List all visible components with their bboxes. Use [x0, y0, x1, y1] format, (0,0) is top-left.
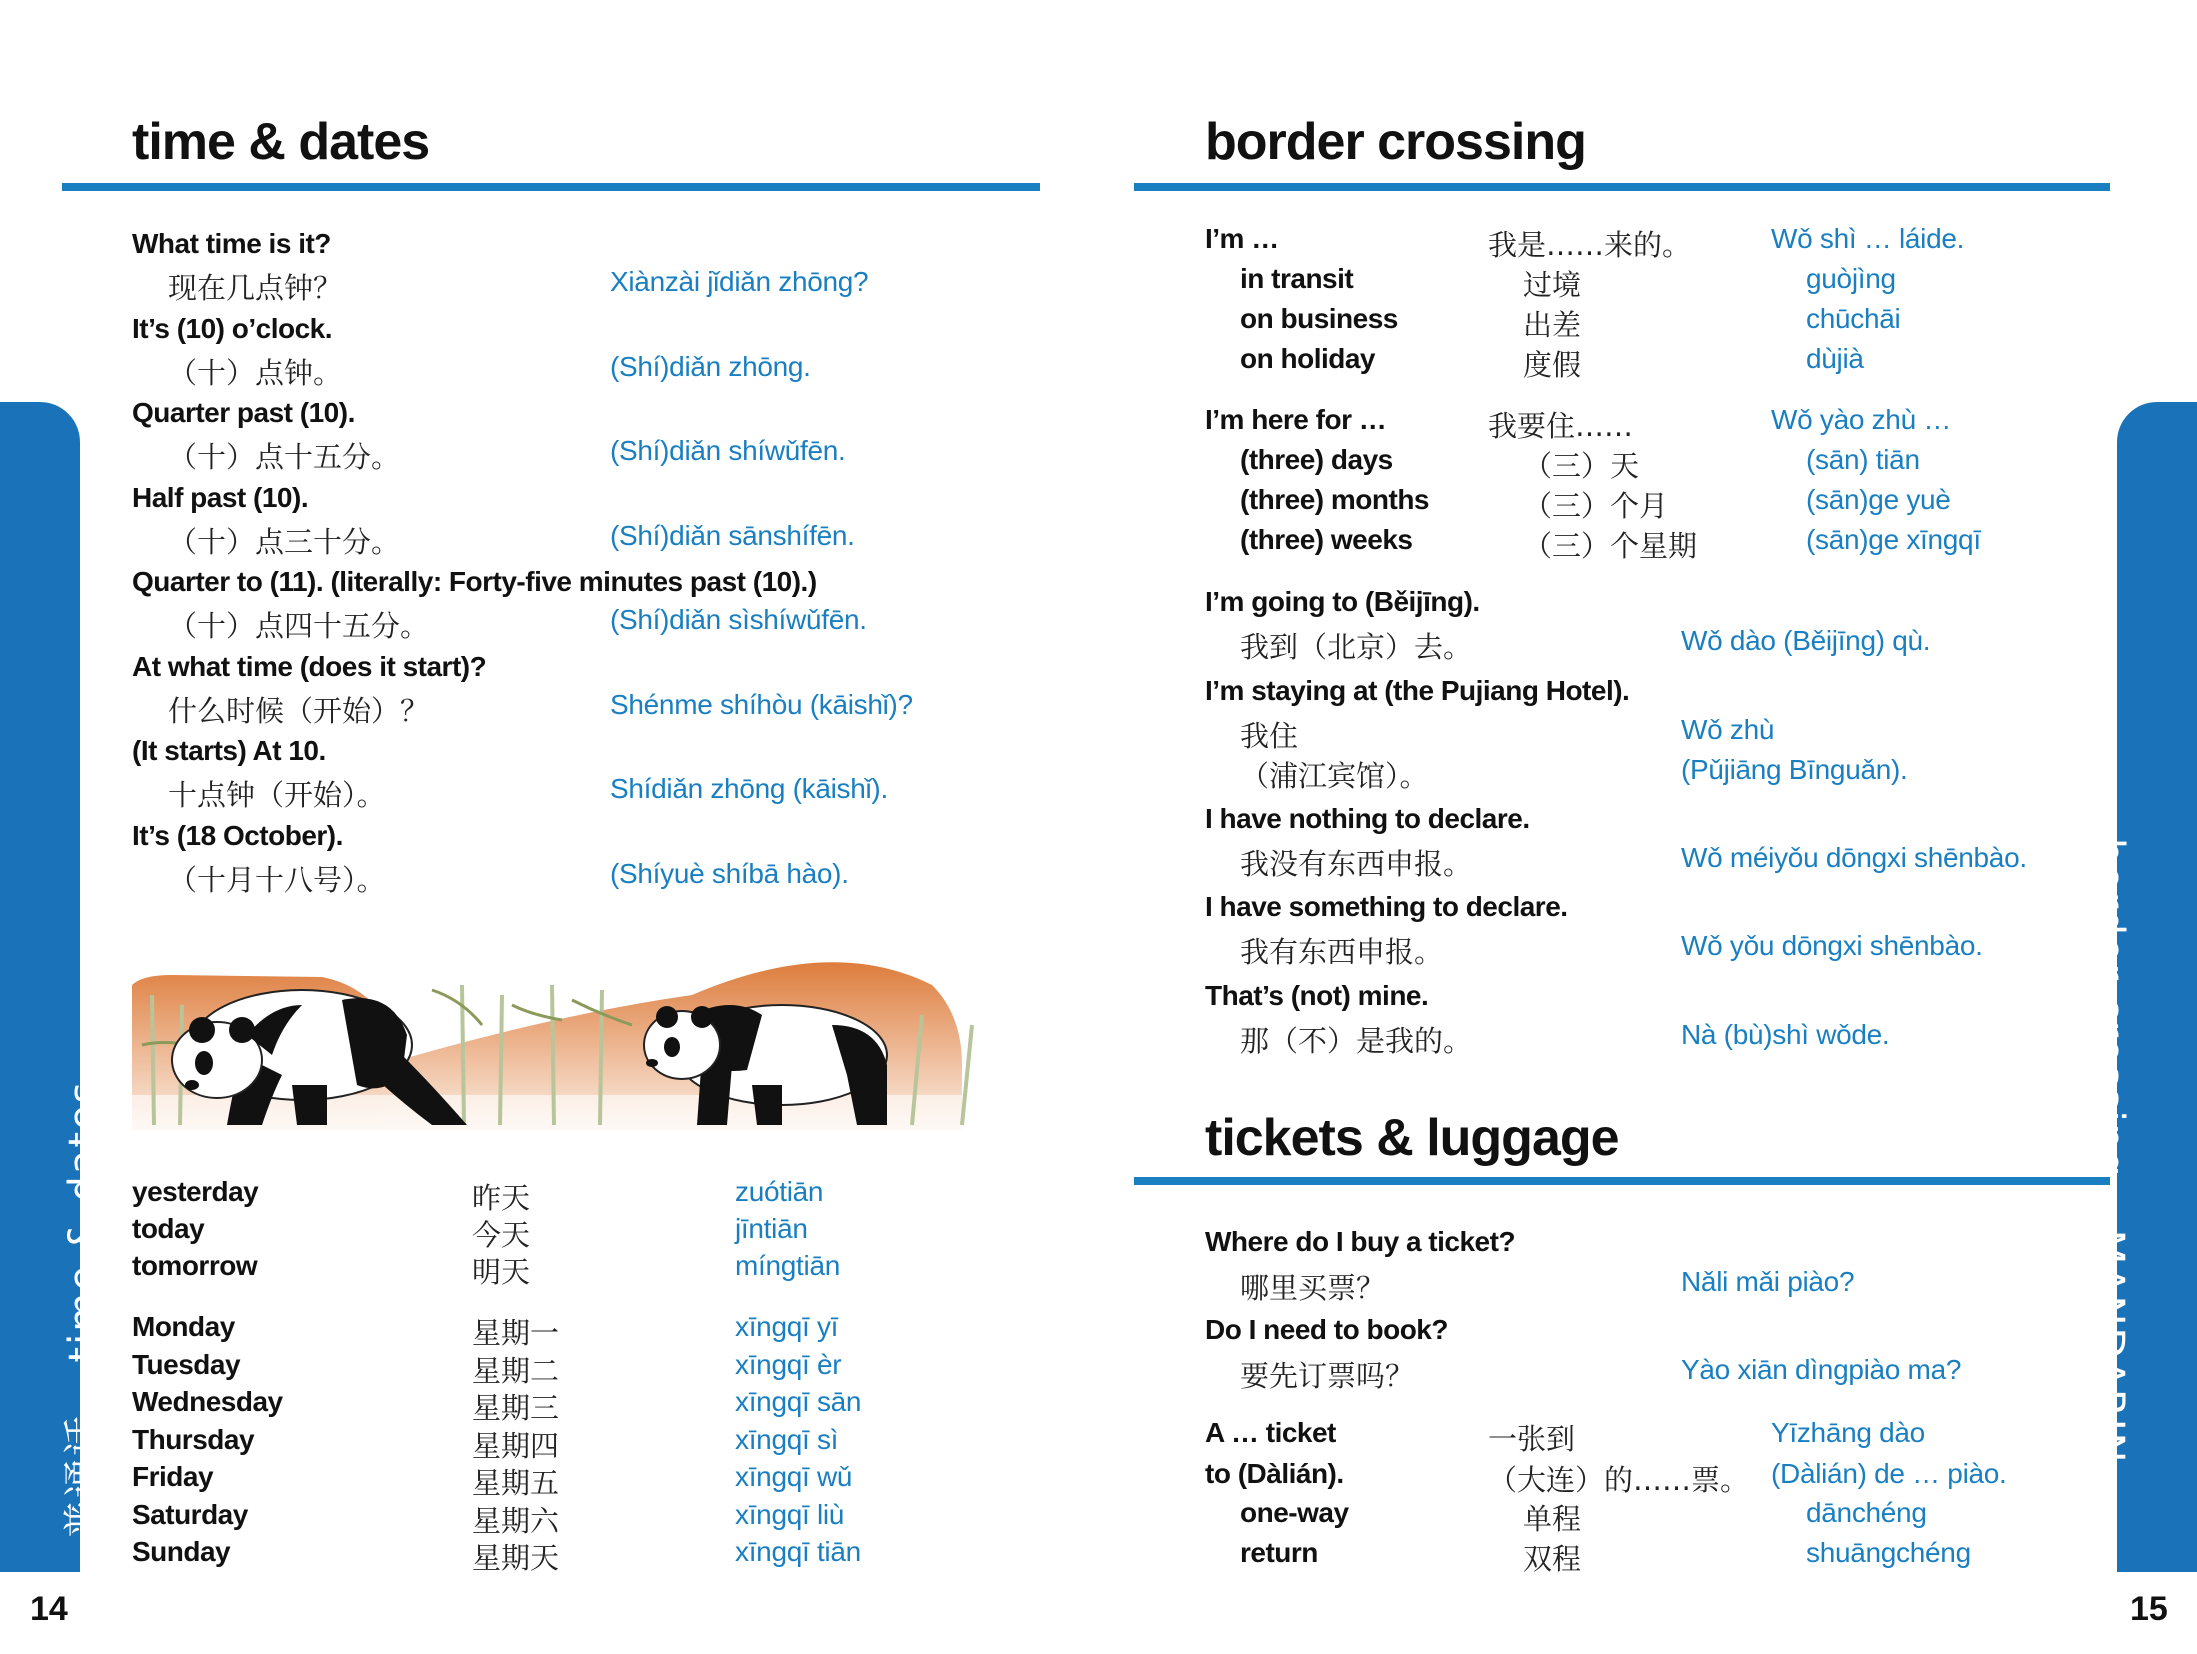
- day-english: Friday: [132, 1461, 214, 1492]
- phrase-english: I have something to declare.: [1205, 891, 1568, 922]
- page-title-border-crossing: border crossing: [1205, 113, 1586, 171]
- group-head-chinese: 一张到: [1488, 1422, 1576, 1456]
- day-english: Wednesday: [132, 1386, 283, 1417]
- phrase-pinyin: (Shí)diǎn sìshíwǔfēn.: [610, 604, 867, 635]
- day-pinyin: xīngqī liù: [735, 1498, 845, 1530]
- day-chinese: 星期三: [472, 1391, 560, 1425]
- phrase-chinese: 我有东西申报。: [1240, 935, 1444, 969]
- day-english: Thursday: [132, 1423, 255, 1455]
- phrase-pinyin: Nǎli mǎi piào?: [1681, 1266, 1855, 1297]
- group-item-english: return: [1240, 1537, 1318, 1568]
- group-item-pinyin: (sān)ge yuè: [1806, 484, 1951, 515]
- phrase-english: What time is it?: [132, 228, 331, 259]
- phrase-english: I’m going to (Běijīng).: [1205, 586, 1480, 617]
- day-pinyin: xīngqī èr: [735, 1348, 842, 1380]
- group-head-pinyin: (Dàlián) de … piào.: [1771, 1458, 2007, 1489]
- phrase-pinyin: (Shíyuè shíbā hào).: [610, 857, 849, 889]
- group-item-english: on business: [1240, 303, 1398, 334]
- day-chinese: 明天: [472, 1255, 531, 1289]
- group-item-chinese: （三）个月: [1523, 489, 1669, 523]
- phrase-chinese: 那（不）是我的。: [1240, 1024, 1473, 1058]
- group-head-pinyin: Yīzhāng dào: [1771, 1417, 1925, 1448]
- day-chinese: 星期五: [472, 1466, 560, 1500]
- group-item-english: in transit: [1240, 263, 1354, 294]
- group-item-pinyin: guòjìng: [1806, 263, 1896, 294]
- phrase-english: It’s (10) o’clock.: [132, 312, 333, 344]
- phrase-english: Quarter to (11). (literally: Forty-five minutes past (10).): [132, 566, 817, 597]
- page-title-tickets-luggage: tickets & luggage: [1205, 1109, 1619, 1167]
- phrase-chinese: （十）点四十五分。: [168, 609, 430, 643]
- group-item-english: (three) months: [1240, 484, 1429, 515]
- day-english: Tuesday: [132, 1348, 241, 1380]
- title-rule: [1134, 183, 2110, 191]
- day-pinyin: míngtiān: [735, 1250, 840, 1281]
- phrase-pinyin: Shídiǎn zhōng (kāishǐ).: [610, 773, 888, 804]
- phrase-pinyin: (Shí)diǎn zhōng.: [610, 350, 811, 382]
- day-chinese: 星期二: [472, 1353, 560, 1388]
- title-rule: [62, 183, 1040, 191]
- phrase-chinese: 我到（北京）去。: [1240, 630, 1473, 664]
- day-chinese: 星期四: [472, 1428, 560, 1463]
- group-item-chinese: 单程: [1523, 1502, 1582, 1536]
- day-chinese: 星期一: [472, 1316, 560, 1350]
- phrase-english: (It starts) At 10.: [132, 735, 326, 766]
- phrase-pinyin: Wǒ dào (Běijīng) qù.: [1681, 625, 1931, 656]
- group-item-chinese: （三）天: [1523, 449, 1640, 483]
- phrase-pinyin: (Shí)diǎn shíwǔfēn.: [610, 435, 846, 466]
- day-pinyin: xīngqī sān: [735, 1386, 862, 1417]
- group-item-pinyin: (sān) tiān: [1806, 444, 1920, 475]
- group-head-chinese: 我要住……: [1488, 409, 1634, 443]
- group-head-english: I’m here for …: [1205, 404, 1387, 435]
- group-item-english: one-way: [1240, 1497, 1349, 1528]
- group-head-english: to (Dàlián).: [1205, 1458, 1344, 1489]
- phrase-english: Where do I buy a ticket?: [1205, 1226, 1516, 1257]
- phrase-chinese: 要先订票吗？: [1240, 1359, 1415, 1393]
- phrase-pinyin: (Pǔjiāng Bīnguǎn).: [1681, 754, 1908, 785]
- phrase-pinyin: (Shí)diǎn sānshífēn.: [610, 519, 855, 551]
- phrase-pinyin: Yào xiān dìngpiào ma?: [1681, 1354, 1962, 1385]
- phrase-pinyin: Wǒ zhù: [1681, 714, 1775, 745]
- day-pinyin: xīngqī sì: [735, 1423, 839, 1455]
- phrase-english: Half past (10).: [132, 481, 309, 513]
- phrase-pinyin: Shénme shíhòu (kāishǐ)?: [610, 688, 913, 720]
- group-head-chinese: （大连）的……票。: [1488, 1463, 1750, 1497]
- phrase-english: It’s (18 October).: [132, 819, 343, 851]
- phrase-pinyin: Nà (bù)shì wǒde.: [1681, 1019, 1890, 1050]
- side-tab-right-label: border crossing – MANDARIN: [2086, 838, 2132, 1465]
- day-chinese: 星期天: [472, 1541, 560, 1575]
- group-item-english: (three) weeks: [1240, 524, 1413, 555]
- day-pinyin: zuótiān: [735, 1176, 824, 1207]
- day-pinyin: xīngqī tiān: [735, 1536, 861, 1567]
- phrase-english: Do I need to book?: [1205, 1314, 1448, 1345]
- day-pinyin: xīngqī wǔ: [735, 1461, 853, 1492]
- phrase-chinese: 十点钟（开始）。: [168, 778, 386, 812]
- side-tab-left-label: 普通话 – time & dates: [61, 1080, 107, 1540]
- phrase-english: At what time (does it start)?: [132, 650, 487, 682]
- phrase-english: Quarter past (10).: [132, 397, 355, 428]
- phrase-english: I have nothing to declare.: [1205, 803, 1530, 834]
- page-number-right: 15: [2130, 1590, 2168, 1628]
- phrase-chinese: 什么时候（开始）？: [168, 693, 430, 728]
- page-title-time-dates: time & dates: [132, 113, 430, 171]
- phrase-chinese: （十）点十五分。: [168, 440, 401, 474]
- group-item-chinese: （三）个星期: [1523, 529, 1698, 563]
- phrase-pinyin: Wǒ yǒu dōngxi shēnbào.: [1681, 930, 1983, 961]
- phrase-chinese: 现在几点钟？: [168, 271, 343, 305]
- day-chinese: 星期六: [472, 1503, 560, 1538]
- phrase-chinese: 我没有东西申报。: [1240, 847, 1473, 881]
- phrase-chinese: 我住: [1240, 719, 1299, 753]
- title-rule: [1134, 1177, 2110, 1185]
- group-item-chinese: 双程: [1523, 1542, 1582, 1576]
- day-english: yesterday: [132, 1176, 259, 1207]
- group-item-english: on holiday: [1240, 343, 1375, 374]
- phrase-chinese: （十）点钟。: [168, 355, 343, 390]
- group-head-english: I’m …: [1205, 223, 1279, 254]
- day-chinese: 昨天: [472, 1181, 531, 1215]
- day-english: Monday: [132, 1311, 235, 1342]
- group-head-chinese: 我是……来的。: [1488, 228, 1692, 262]
- day-english: today: [132, 1213, 205, 1244]
- phrase-chinese: （十月十八号）。: [168, 862, 386, 897]
- phrase-chinese: 哪里买票？: [1240, 1271, 1386, 1305]
- day-english: tomorrow: [132, 1250, 258, 1281]
- group-item-pinyin: shuāngchéng: [1806, 1537, 1971, 1568]
- day-english: Sunday: [132, 1536, 231, 1567]
- phrase-english: I’m staying at (the Pujiang Hotel).: [1205, 675, 1630, 706]
- group-item-pinyin: dānchéng: [1806, 1497, 1927, 1528]
- phrase-chinese: （十）点三十分。: [168, 524, 401, 559]
- group-item-pinyin: chūchāi: [1806, 303, 1901, 334]
- phrase-chinese: （浦江宾馆）。: [1240, 759, 1429, 793]
- day-chinese: 今天: [472, 1218, 531, 1252]
- group-head-pinyin: Wǒ yào zhù …: [1771, 404, 1952, 435]
- group-item-pinyin: dùjià: [1806, 343, 1864, 374]
- phrase-english: That’s (not) mine.: [1205, 980, 1429, 1011]
- phrase-pinyin: Wǒ méiyǒu dōngxi shēnbào.: [1681, 842, 2027, 873]
- day-pinyin: xīngqī yī: [735, 1311, 839, 1342]
- day-english: Saturday: [132, 1498, 248, 1530]
- group-item-chinese: 出差: [1523, 308, 1582, 342]
- panda-illustration: [132, 945, 1004, 1130]
- group-head-english: A … ticket: [1205, 1417, 1336, 1448]
- group-item-chinese: 过境: [1523, 268, 1582, 302]
- group-item-english: (three) days: [1240, 444, 1393, 475]
- phrase-pinyin: Xiànzài jǐdiǎn zhōng?: [610, 266, 869, 297]
- group-item-chinese: 度假: [1523, 348, 1582, 382]
- day-pinyin: jīntiān: [735, 1213, 808, 1244]
- group-head-pinyin: Wǒ shì … láide.: [1771, 223, 1965, 254]
- group-item-pinyin: (sān)ge xīngqī: [1806, 524, 1981, 555]
- page-number-left: 14: [30, 1590, 68, 1628]
